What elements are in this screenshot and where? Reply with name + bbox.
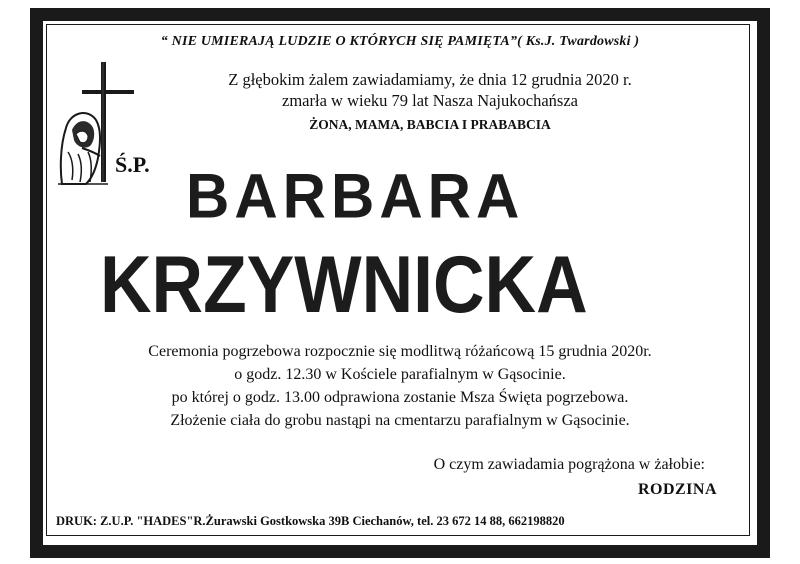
sp-prefix: Ś.P. — [115, 152, 150, 177]
ceremony-line-2: o godz. 12.30 w Kościele parafialnym w Gąsocinie. — [234, 366, 566, 383]
family-signature: RODZINA — [637, 481, 717, 498]
ceremony-line-4: Złożenie ciała do grobu nastąpi na cmentarzu parafialnym w Gąsocinie. — [170, 412, 630, 429]
announcement-line-1: Z głębokim żalem zawiadamiamy, że dnia 12 grudnia 2020 r. — [228, 70, 632, 89]
announcement-line-2: zmarła w wieku 79 lat Nasza Najukochańsza — [282, 91, 578, 110]
relation-titles: ŻONA, MAMA, BABCIA I PRABABCIA — [309, 117, 551, 132]
printer-footer: DRUK: Z.U.P. "HADES"R.Żurawski Gostkowska 39B Ciechanów, tel. 23 672 14 88, 662198820 — [56, 514, 565, 528]
deceased-first-name: BARBARA — [186, 161, 525, 232]
motto-quote: “ NIE UMIERAJĄ LUDZIE O KTÓRYCH SIĘ PAMIĘTA”( Ks.J. Twardowski ) — [160, 34, 640, 49]
ceremony-line-1: Ceremonia pogrzebowa rozpocznie się modlitwą różańcową 15 grudnia 2020r. — [148, 343, 652, 360]
deceased-last-name: KRZYWNICKA — [100, 237, 588, 330]
closing-statement: O czym zawiadamia pogrążona w żałobie: — [433, 456, 705, 473]
ceremony-line-3: po której o godz. 13.00 odprawiona zostanie Msza Święta pogrzebowa. — [171, 389, 629, 406]
